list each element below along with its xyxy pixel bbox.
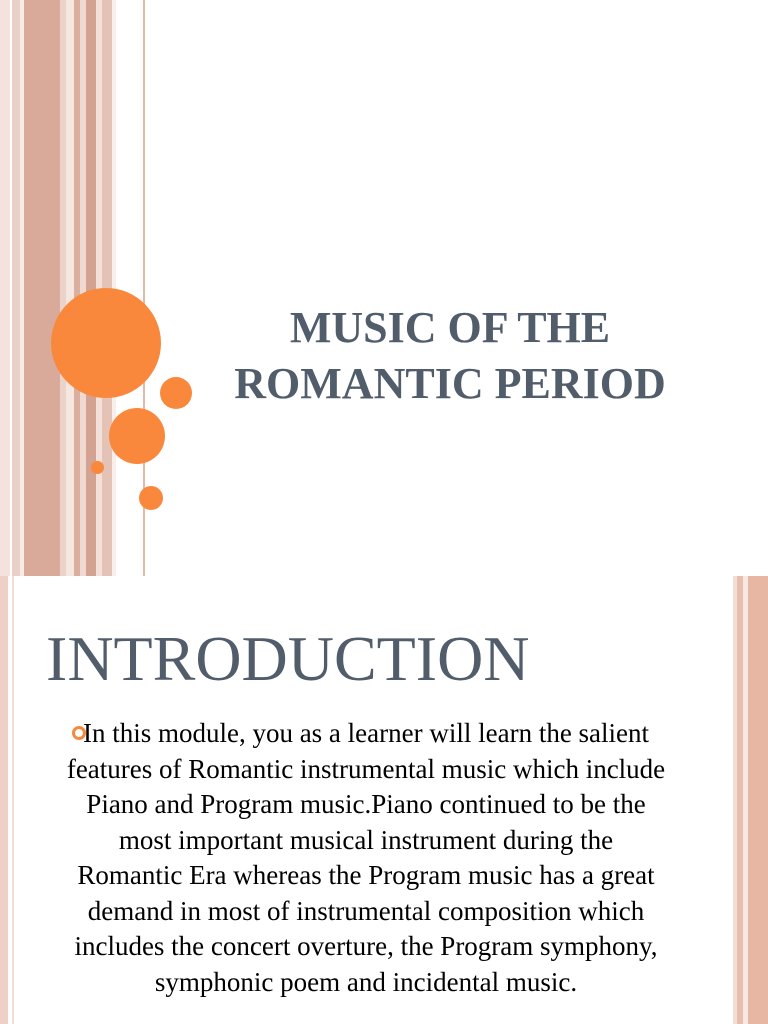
decorative-circle-small	[160, 377, 192, 409]
decorative-circle-large	[51, 288, 161, 398]
decorative-stripe	[12, 0, 20, 576]
decorative-circle-medium	[109, 408, 165, 464]
slide-heading: INTRODUCTION	[46, 623, 530, 694]
decorative-stripe	[0, 576, 8, 1024]
decorative-stripe	[86, 0, 96, 576]
decorative-circle-tiny	[91, 461, 104, 474]
introduction-slide	[0, 576, 768, 1024]
bullet-paragraph: In this module, you as a learner will learn the salient features of Romantic instrumental music which include Piano and Program music.Piano continued to be the most important musical instrument during the Romantic Era whereas the Program music has a great demand in most of instrumental composition which includes the concert overture, the Program symphony, symphonic poem and incidental music.	[66, 718, 666, 997]
decorative-stripe	[0, 0, 10, 576]
decorative-stripe	[12, 576, 14, 1024]
decorative-stripe	[24, 0, 60, 576]
decorative-circle-small	[139, 486, 163, 510]
slide-title: MUSIC OF THE ROMANTIC PERIOD	[234, 303, 666, 408]
decorative-stripe	[748, 576, 768, 1024]
decorative-stripe	[66, 0, 74, 576]
